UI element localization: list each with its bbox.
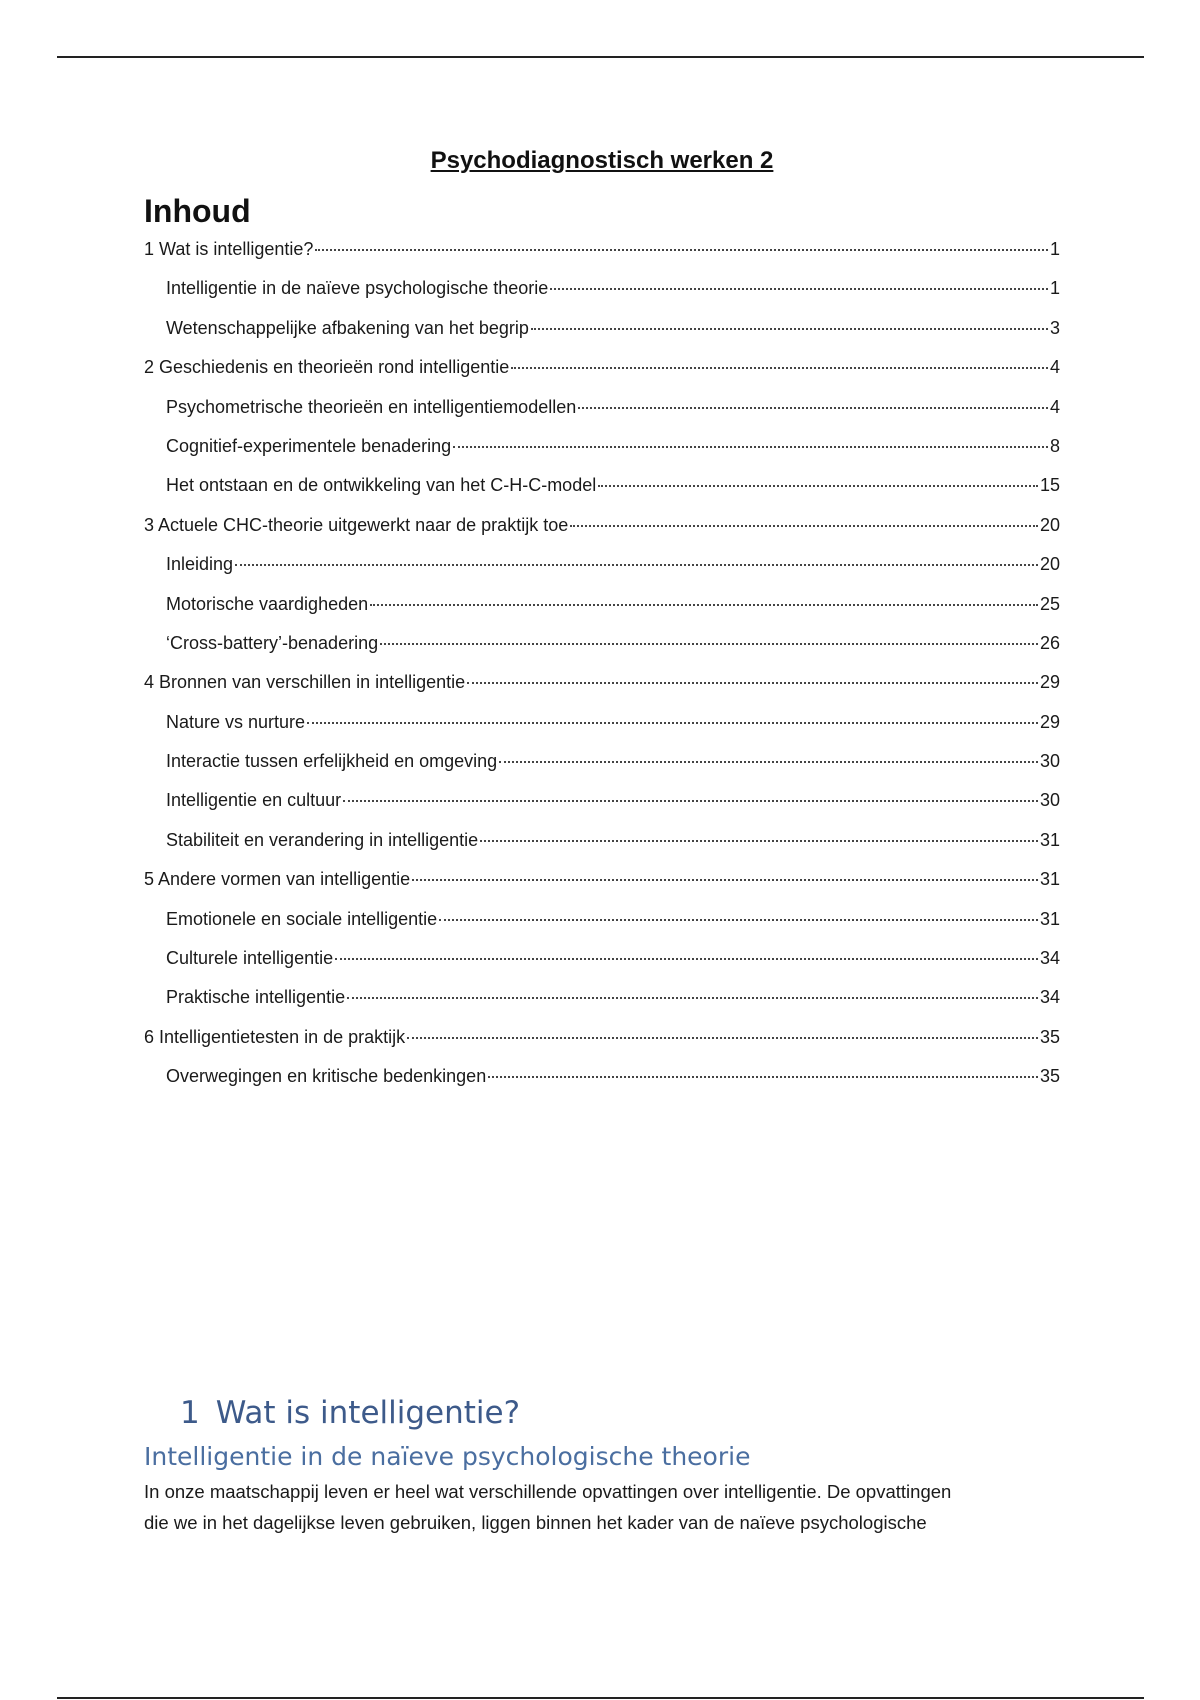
toc-dot-leader [511,367,1048,369]
toc-dot-leader [335,958,1038,960]
toc-entry[interactable] [144,985,1060,1024]
toc-entry[interactable] [144,1064,1060,1103]
toc-entry-label: Overwegingen en kritische bedenkingen [166,1066,487,1087]
toc-entry-label: ‘Cross-battery’-benadering [166,632,379,653]
toc-entry-page-number: 1 [1049,278,1060,299]
toc-dot-leader [570,525,1038,527]
toc-entry-page-number: 20 [1039,514,1060,535]
toc-entry-page-number: 34 [1039,987,1060,1008]
toc-entry-label: 2 Geschiedenis en theorieën rond intelligentie [144,357,510,378]
toc-entry-label: Inleiding [166,554,234,575]
toc-entry-page-number: 4 [1049,357,1060,378]
toc-entry[interactable] [144,513,1060,552]
toc-entry[interactable] [144,788,1060,827]
toc-entry-label: Motorische vaardigheden [166,593,369,614]
toc-entry[interactable] [144,552,1060,591]
chapter-number: 1 [180,1395,200,1431]
toc-entry-page-number: 25 [1039,593,1060,614]
toc-entry-page-number: 31 [1039,829,1060,850]
toc-dot-leader [235,564,1038,566]
toc-entry[interactable] [144,828,1060,867]
toc-entry[interactable] [144,473,1060,512]
toc-entry[interactable] [144,867,1060,906]
page-bottom-rule [57,1697,1144,1699]
toc-entry-page-number: 20 [1039,554,1060,575]
toc-dot-leader [531,328,1048,330]
toc-entry[interactable] [144,434,1060,473]
toc-dot-leader [439,919,1038,921]
toc-entry[interactable] [144,749,1060,788]
section-heading: Intelligentie in de naïeve psychologische theorie [144,1442,751,1471]
toc-entry-label: Psychometrische theorieën en intelligentiemodellen [166,396,577,417]
toc-dot-leader [380,643,1038,645]
toc-entry[interactable] [144,316,1060,355]
toc-entry-page-number: 4 [1049,396,1060,417]
toc-entry-label: 4 Bronnen van verschillen in intelligentie [144,672,466,693]
toc-entry-page-number: 8 [1049,435,1060,456]
body-line: die we in het dagelijkse leven gebruiken, liggen binnen het kader van de naïeve psychologische [144,1512,927,1533]
toc-entry-page-number: 1 [1049,239,1060,259]
toc-dot-leader [315,249,1048,251]
toc-entry[interactable] [144,1025,1060,1064]
toc-heading: Inhoud [144,193,251,229]
toc-entry-page-number: 29 [1039,711,1060,732]
body-paragraph [144,1476,1044,1538]
toc-entry-page-number: 31 [1039,908,1060,929]
chapter-heading [180,1393,520,1433]
toc-dot-leader [578,407,1048,409]
toc-entry[interactable] [144,631,1060,670]
toc-entry-label: Wetenschappelijke afbakening van het begrip [166,317,529,338]
toc-entry[interactable] [144,592,1060,631]
toc-entry[interactable] [144,276,1060,315]
toc-entry-page-number: 35 [1039,1066,1060,1087]
toc-entry[interactable] [144,395,1060,434]
toc-entry-label: Intelligentie en cultuur [166,790,342,811]
toc-dot-leader [550,288,1048,290]
toc-dot-leader [598,485,1038,487]
toc-entry-page-number: 35 [1039,1026,1060,1047]
toc-entry-label: 6 Intelligentietesten in de praktijk [144,1026,406,1047]
page-top-rule [57,56,1144,58]
toc-entry-page-number: 29 [1039,672,1060,693]
toc-entry[interactable] [144,907,1060,946]
toc-entry-page-number: 31 [1039,869,1060,890]
toc-entry-label: Emotionele en sociale intelligentie [166,908,438,929]
toc-dot-leader [407,1037,1038,1039]
toc-entry-label: Cognitief-experimentele benadering [166,435,452,456]
toc-dot-leader [453,446,1048,448]
toc-dot-leader [499,761,1038,763]
toc-entry-label: Culturele intelligentie [166,948,334,969]
toc-entry[interactable] [144,710,1060,749]
toc-entry-label: Interactie tussen erfelijkheid en omgeving [166,751,498,772]
document-title: Psychodiagnostisch werken 2 [430,147,774,174]
toc-entry-page-number: 30 [1039,790,1060,811]
chapter-title: Wat is intelligentie? [215,1395,521,1431]
toc-dot-leader [467,682,1038,684]
toc-entry-page-number: 3 [1049,317,1060,338]
toc-dot-leader [480,840,1038,842]
body-line: In onze maatschappij leven er heel wat verschillende opvattingen over intelligentie. De opvattingen [144,1481,952,1502]
table-of-contents [144,237,1060,1104]
toc-entry-label: 5 Andere vormen van intelligentie [144,869,411,890]
toc-entry-label: Intelligentie in de naïeve psychologische theorie [166,278,549,299]
toc-entry-label: Nature vs nurture [166,711,306,732]
document-page [144,140,1060,1104]
toc-entry-page-number: 30 [1039,751,1060,772]
toc-dot-leader [343,800,1038,802]
toc-entry[interactable] [144,355,1060,394]
toc-entry[interactable] [144,946,1060,985]
toc-dot-leader [307,722,1038,724]
toc-entry-page-number: 15 [1039,475,1060,496]
toc-entry-label: Praktische intelligentie [166,987,346,1008]
toc-entry[interactable] [144,237,1060,276]
toc-entry-label: 1 Wat is intelligentie? [144,239,314,259]
toc-entry-page-number: 34 [1039,948,1060,969]
toc-dot-leader [412,879,1038,881]
toc-dot-leader [347,997,1038,999]
toc-entry-page-number: 26 [1039,632,1060,653]
toc-entry-label: 3 Actuele CHC-theorie uitgewerkt naar de praktijk toe [144,514,569,535]
toc-entry-label: Stabiliteit en verandering in intelligentie [166,829,479,850]
toc-entry-label: Het ontstaan en de ontwikkeling van het C-H-C-model [166,475,597,496]
toc-dot-leader [488,1076,1038,1078]
toc-dot-leader [370,604,1038,606]
toc-entry[interactable] [144,670,1060,709]
